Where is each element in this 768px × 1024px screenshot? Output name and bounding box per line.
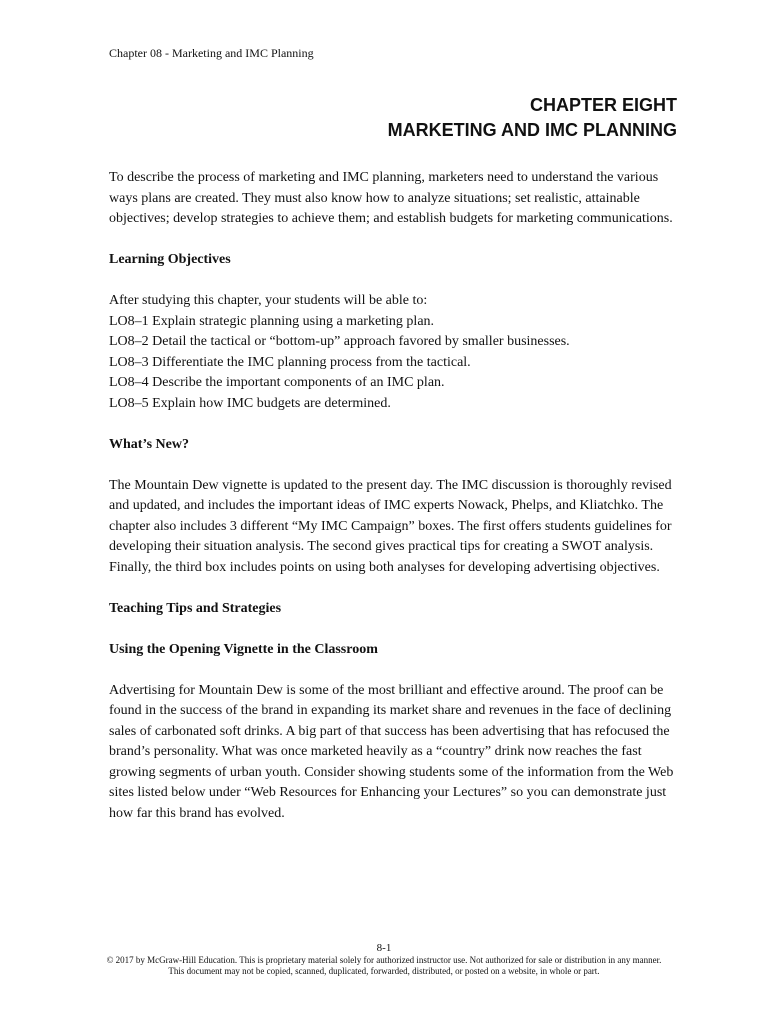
learning-objectives-list	[109, 291, 679, 414]
learning-objective-item: LO8–5 Explain how IMC budgets are determined.	[109, 395, 391, 411]
document-body	[109, 168, 679, 845]
whats-new-paragraph: The Mountain Dew vignette is updated to the present day. The IMC discussion is thoroughly revised and updated, and includes the important ideas of IMC experts Nowack, Phelps, and Kliatchko. The chapter also includes 3 different “My IMC Campaign” boxes. The first offers students guidelines for developing their situation analysis. The second gives practical tips for creating a SWOT analysis. Finally, the third box includes points on using both analyses for developing advertising objectives.	[109, 477, 672, 575]
copyright-notice: © 2017 by McGraw-Hill Education. This is proprietary material solely for authorized instructor use. Not authorized for sale or distribution in any manner. This document may not be copied, scanned, duplicated, forwarded, distributed, or posted on a website, in whole or part.	[106, 955, 662, 976]
whats-new-heading: What’s New?	[109, 436, 189, 452]
chapter-name: MARKETING AND IMC PLANNING	[387, 120, 677, 140]
learning-objective-item: LO8–4 Describe the important components of an IMC plan.	[109, 375, 445, 390]
learning-objective-item: LO8–3 Differentiate the IMC planning process from the tactical.	[109, 354, 471, 370]
learning-objectives-heading: Learning Objectives	[109, 252, 231, 267]
running-header: Chapter 08 - Marketing and IMC Planning	[109, 46, 314, 60]
learning-objective-item: LO8–2 Detail the tactical or “bottom-up” approach favored by smaller businesses.	[109, 334, 570, 349]
opening-vignette-paragraph: Advertising for Mountain Dew is some of the most brilliant and effective around. The proof can be found in the success of the brand in expanding its market share and revenues in the face of declining sales of carbonated soft drinks. A big part of that success has been advertising that has refocused the brand’s personality. What was once marketed heavily as a “country” drink now reaches the fast growing segments of urban youth. Consider showing students some of the information from the Web sites listed below under “Web Resources for Enhancing your Lectures” so you can demonstrate just how far this brand has evolved.	[109, 682, 674, 821]
chapter-title	[388, 93, 677, 143]
intro-paragraph: To describe the process of marketing and IMC planning, marketers need to understand the various ways plans are created. They must also know how to analyze situations; set realistic, attainable objectives; develop strategies to achieve them; and establish budgets for marketing communications.	[109, 170, 673, 226]
page-footer	[100, 941, 668, 977]
opening-vignette-subheading: Using the Opening Vignette in the Classroom	[109, 641, 378, 657]
learning-objective-item: LO8–1 Explain strategic planning using a marketing plan.	[109, 313, 435, 329]
page-number: 8-1	[376, 942, 392, 954]
chapter-number: CHAPTER EIGHT	[529, 95, 677, 115]
teaching-tips-heading: Teaching Tips and Strategies	[109, 600, 282, 616]
learning-objectives-lead: After studying this chapter, your students will be able to:	[109, 293, 428, 308]
